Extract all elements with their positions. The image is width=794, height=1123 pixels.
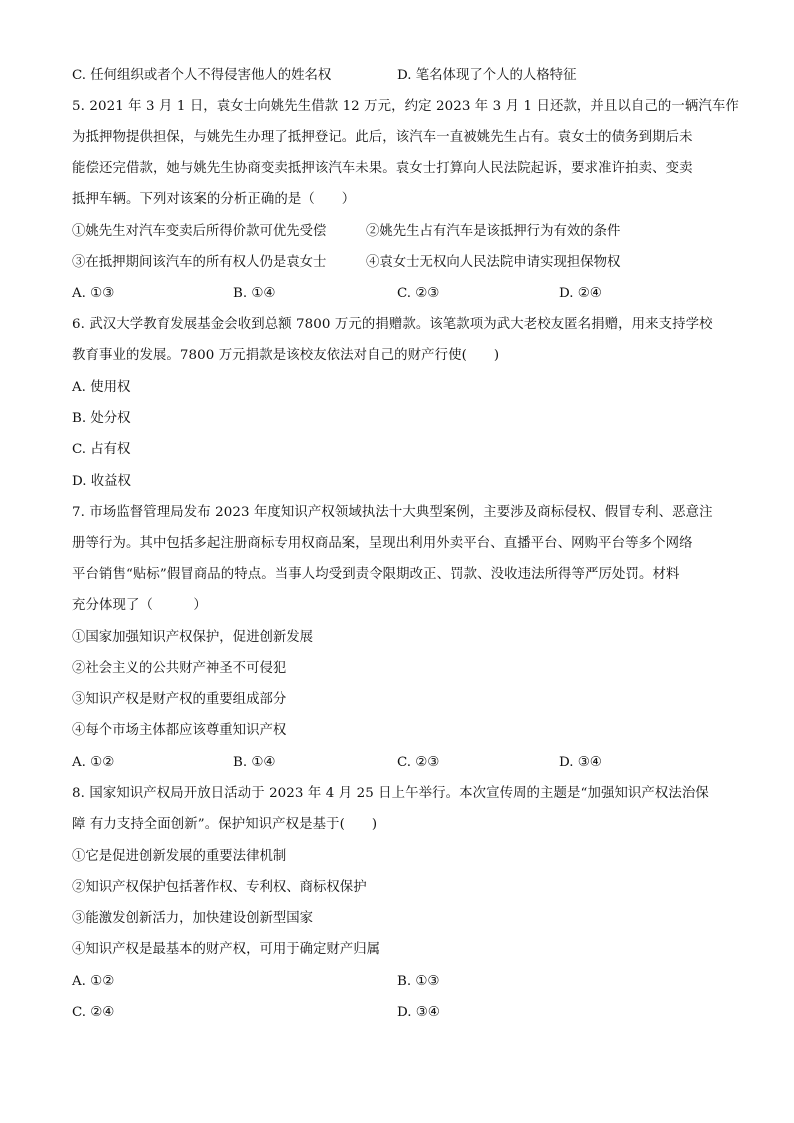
q7-option-a: A. ①② bbox=[72, 755, 115, 770]
q7-stem-line: 平台销售“贴标”假冒商品的特点。当事人均受到责令限期改正、罚款、没收违法所得等严厉处罚。材料 bbox=[72, 567, 680, 582]
q6-option-d: D. 收益权 bbox=[72, 474, 131, 489]
q7-option-d: D. ③④ bbox=[559, 755, 602, 770]
q5-stem-line: 能偿还完借款，她与姚先生协商变卖抵押该汽车未果。袁女士打算向人民法院起诉，要求准许拍卖、变卖 bbox=[72, 161, 693, 176]
q8-option-c: C. ②④ bbox=[72, 1005, 115, 1020]
q8-item-4: ④知识产权是最基本的财产权，可用于确定财产归属 bbox=[72, 942, 380, 957]
q6-stem-line: 教育事业的发展。7800 万元捐款是该校友依法对自己的财产行使( ) bbox=[72, 348, 500, 363]
q6-option-a: A. 使用权 bbox=[72, 380, 131, 395]
q7-stem-line: 充分体现了（ ） bbox=[72, 598, 207, 613]
q7-item-3: ③知识产权是财产权的重要组成部分 bbox=[72, 692, 287, 707]
q7-item-2: ②社会主义的公共财产神圣不可侵犯 bbox=[72, 661, 287, 676]
q8-option-d: D. ③④ bbox=[397, 1005, 440, 1020]
q5-item-1: ①姚先生对汽车变卖后所得价款可优先受偿 bbox=[72, 224, 327, 239]
q7-stem-line: 7. 市场监督管理局发布 2023 年度知识产权领域执法十大典型案例，主要涉及商标侵权、假冒专利、恶意注 bbox=[72, 505, 713, 520]
q7-stem-line: 册等行为。其中包括多起注册商标专用权商品案，呈现出利用外卖平台、直播平台、网购平台等多个网络 bbox=[72, 536, 693, 551]
q6-option-b: B. 处分权 bbox=[72, 411, 131, 426]
q5-stem-line: 5. 2021 年 3 月 1 日，袁女士向姚先生借款 12 万元，约定 2023 年 3 月 1 日还款，并且以自己的一辆汽车作 bbox=[72, 99, 739, 114]
q5-item-4: ④袁女士无权向人民法院申请实现担保物权 bbox=[366, 255, 621, 270]
q8-item-3: ③能激发创新活力，加快建设创新型国家 bbox=[72, 911, 314, 926]
q5-item-2: ②姚先生占有汽车是该抵押行为有效的条件 bbox=[366, 224, 621, 239]
q7-option-b: B. ①④ bbox=[233, 755, 276, 770]
q8-item-2: ②知识产权保护包括著作权、专利权、商标权保护 bbox=[72, 880, 367, 895]
q6-stem-line: 6. 武汉大学教育发展基金会收到总额 7800 万元的捐赠款。该笔款项为武大老校友匿名捐赠，用来支持学校 bbox=[72, 317, 713, 332]
q5-option-b: B. ①④ bbox=[233, 286, 276, 301]
q8-option-b: B. ①③ bbox=[397, 974, 440, 989]
q5-stem-line: 为抵押物提供担保，与姚先生办理了抵押登记。此后，该汽车一直被姚先生占有。袁女士的债务到期后未 bbox=[72, 130, 693, 145]
q7-option-c: C. ②③ bbox=[397, 755, 440, 770]
q7-item-4: ④每个市场主体都应该尊重知识产权 bbox=[72, 723, 287, 738]
q5-stem-line: 抵押车辆。下列对该案的分析正确的是（ ） bbox=[72, 192, 356, 207]
q8-option-a: A. ①② bbox=[72, 974, 115, 989]
q8-item-1: ①它是促进创新发展的重要法律机制 bbox=[72, 849, 287, 864]
q6-option-c: C. 占有权 bbox=[72, 442, 131, 457]
q5-option-c: C. ②③ bbox=[397, 286, 440, 301]
q5-option-a: A. ①③ bbox=[72, 286, 115, 301]
q5-option-d: D. ②④ bbox=[559, 286, 602, 301]
q5-item-3: ③在抵押期间该汽车的所有权人仍是袁女士 bbox=[72, 255, 327, 270]
q8-stem-line: 障 有力支持全面创新”。保护知识产权是基于( ) bbox=[72, 817, 378, 832]
q8-stem-line: 8. 国家知识产权局开放日活动于 2023 年 4 月 25 日上午举行。本次宣传周的主题是“加强知识产权法治保 bbox=[72, 786, 709, 801]
option-d-prev: D. 笔名体现了个人的人格特征 bbox=[397, 68, 577, 83]
q7-item-1: ①国家加强知识产权保护，促进创新发展 bbox=[72, 630, 314, 645]
option-c-prev: C. 任何组织或者个人不得侵害他人的姓名权 bbox=[72, 68, 332, 83]
